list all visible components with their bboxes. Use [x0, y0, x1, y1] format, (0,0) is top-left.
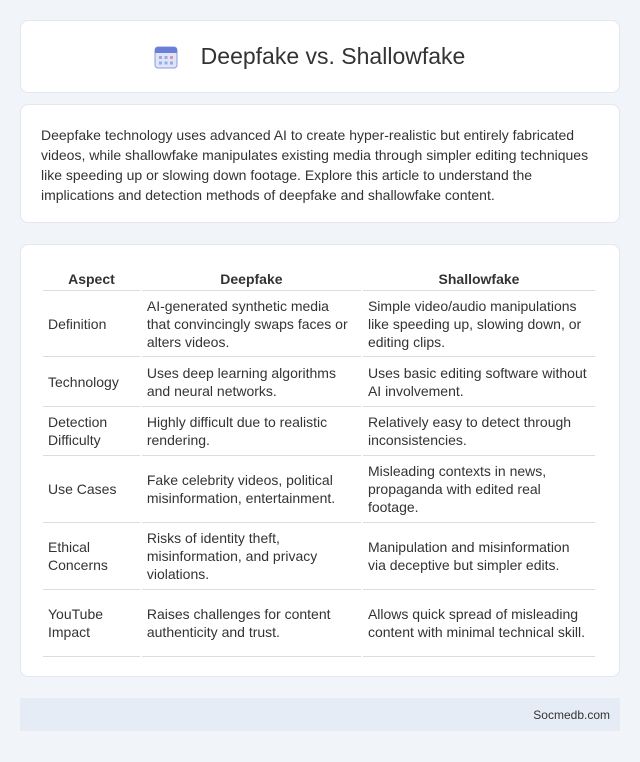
cell-deepfake: Highly difficult due to realistic rendering. — [142, 407, 361, 456]
cell-deepfake: AI-generated synthetic media that convincingly swaps faces or alters videos. — [142, 291, 361, 357]
cell-aspect: YouTube Impact — [43, 590, 140, 657]
cell-aspect: Detection Difficulty — [43, 407, 140, 456]
page-title: Deepfake vs. Shallowfake — [200, 43, 466, 69]
intro-card — [20, 104, 620, 223]
table-row — [43, 523, 595, 590]
table-row — [43, 590, 595, 657]
cell-shallowfake: Simple video/audio manipulations like speeding up, slowing down, or editing clips. — [363, 291, 595, 357]
table-row — [43, 291, 595, 357]
cell-shallowfake: Relatively easy to detect through inconsistencies. — [363, 407, 595, 456]
header-deepfake: Deepfake — [142, 267, 361, 291]
footer-site-name[interactable]: Socmedb.com — [533, 707, 610, 722]
cell-deepfake: Fake celebrity videos, political misinformation, entertainment. — [142, 456, 361, 523]
cell-deepfake: Risks of identity theft, misinformation, and privacy violations. — [142, 523, 361, 590]
cell-shallowfake: Uses basic editing software without AI involvement. — [363, 357, 595, 407]
table-header-row — [43, 267, 595, 291]
cell-shallowfake: Manipulation and misinformation via deceptive but simpler edits. — [363, 523, 595, 590]
table-row — [43, 407, 595, 456]
intro-paragraph: Deepfake technology uses advanced AI to create hyper-realistic but entirely fabricated videos, while shallowfake manipulates existing media through simpler editing techniques like speeding up or slowing down footage. Explore this article to understand the implications and detection methods of deepfake and shallowfake content. — [41, 127, 589, 203]
table-row — [43, 456, 595, 523]
comparison-table-card — [20, 244, 620, 677]
title-card — [20, 20, 620, 93]
comparison-table — [41, 267, 597, 657]
footer — [20, 698, 620, 731]
cell-aspect: Use Cases — [43, 456, 140, 523]
header-aspect: Aspect — [43, 267, 140, 291]
cell-deepfake: Raises challenges for content authenticity and trust. — [142, 590, 361, 657]
table-row — [43, 357, 595, 407]
calendar-icon — [153, 44, 179, 70]
cell-aspect: Technology — [43, 357, 140, 407]
cell-deepfake: Uses deep learning algorithms and neural networks. — [142, 357, 361, 407]
header-shallowfake: Shallowfake — [363, 267, 595, 291]
cell-shallowfake: Allows quick spread of misleading content with minimal technical skill. — [363, 590, 595, 657]
cell-shallowfake: Misleading contexts in news, propaganda with edited real footage. — [363, 456, 595, 523]
cell-aspect: Ethical Concerns — [43, 523, 140, 590]
cell-aspect: Definition — [43, 291, 140, 357]
